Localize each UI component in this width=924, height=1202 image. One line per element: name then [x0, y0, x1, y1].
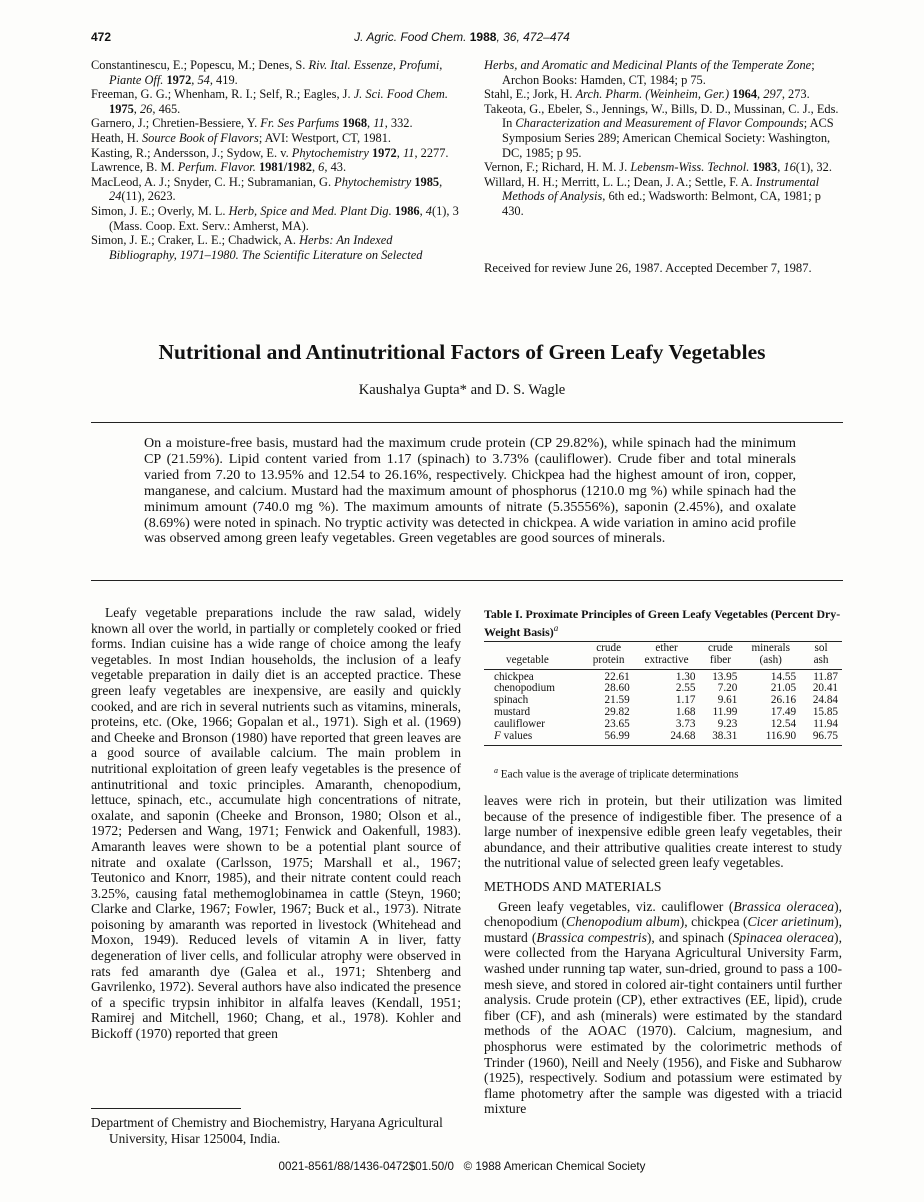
- reference-entry: Constantinescu, E.; Popescu, M.; Denes, S. Riv. Ital. Essenze, Profumi, Piante Off. 1972, 54, 419.: [91, 58, 443, 87]
- table-cell-value: 11.99: [712, 705, 738, 718]
- table-caption-mark: a: [553, 622, 559, 633]
- affiliation-text: Department of Chemistry and Biochemistry, Haryana Agricultural University, Hisar 125004, India.: [91, 1115, 443, 1146]
- table-cell-value: 21.59: [604, 694, 630, 707]
- table-cell-value: 15.85: [812, 705, 838, 718]
- reference-entry: Heath, H. Source Book of Flavors; AVI: Westport, CT, 1981.: [91, 130, 392, 145]
- table-caption-text: Table I. Proximate Principles of Green Leafy Vegetables (Percent Dry-Weight Basis): [484, 607, 841, 639]
- table-cell-value: 7.20: [717, 682, 738, 695]
- reference-entry: Lawrence, B. M. Perfum. Flavor. 1981/1982, 6, 43.: [91, 160, 347, 175]
- table-cell-value: 14.55: [770, 670, 797, 683]
- table-cell-value: 1.30: [675, 670, 696, 683]
- footer-copyright: © 1988 American Chemical Society: [463, 1160, 646, 1173]
- continued-paragraph: leaves were rich in protein, but their utilization was limited because of the presence of indigestible fiber. The presence of a large number of inexpensive edible green leafy vegetables, their abundance, and their attributive qualities create interest to study the nutritional value of selected green leafy vegetables.: [484, 793, 842, 871]
- reference-entry: Herbs, and Aromatic and Medicinal Plants of the Temperate Zone; Archon Books: Hamden, CT, 1984; p 75.: [484, 58, 815, 87]
- reference-entry: Kasting, R.; Andersson, J.; Sydow, E. v. Phytochemistry 1972, 11, 2277.: [91, 145, 449, 160]
- table-header-bottom: ash: [813, 653, 829, 666]
- table-cell-value: 23.65: [604, 717, 630, 730]
- table-header-top: ether: [655, 642, 678, 654]
- abstract: On a moisture-free basis, mustard had the maximum crude protein (CP 29.82%), while spinach had the minimum CP (21.59%). Lipid content varied from 1.17 (spinach) to 3.73% (cauliflower). Crude fiber and total minerals varied from 7.20 to 13.95% and 12.54 to 26.16%, respectively. Chickpea had the highest amount of iron, copper, manganese, and calcium. Mustard had the maximum amount of phosphorus (1210.0 mg %) while spinach had the minimum amount (740.0 mg %). The maximum amounts of nitrate (5.35556%), saponin (2.45%), and oxalate (8.69%) were noted in spinach. No tryptic activity was detected in chickpea. A wide variation in amino acid profile was observed among green leafy vegetables. Green vegetables are good sources of minerals.: [144, 435, 796, 547]
- table-cell-value: 2.55: [675, 682, 696, 695]
- reference-entry: Simon, J. E.; Craker, L. E.; Chadwick, A. Herbs: An Indexed Bibliography, 1971–1980. The Scientific Literature on Selected: [91, 233, 423, 262]
- abstract-top-rule: [91, 422, 843, 423]
- table-cell-value: 29.82: [604, 705, 630, 718]
- reference-entry: Vernon, F.; Richard, H. M. J. Lebensm-Wiss. Technol. 1983, 16(1), 32.: [484, 160, 832, 175]
- table-cell-vegetable: F values: [494, 729, 533, 742]
- table-cell-value: 17.49: [770, 705, 797, 718]
- table-cell-value: 1.68: [675, 705, 696, 718]
- table-footnote-mark: a: [494, 766, 498, 775]
- reference-entry: Simon, J. E.; Overly, M. L. Herb, Spice and Med. Plant Dig. 1986, 4(1), 3 (Mass. Coop. Ext. Serv.: Amherst, MA).: [91, 203, 459, 233]
- table-cell-value: 12.54: [770, 717, 797, 730]
- references-left-column: [91, 58, 461, 262]
- article-title: Nutritional and Antinutritional Factors of Green Leafy Vegetables: [158, 340, 766, 364]
- reference-entry: Freeman, G. G.; Whenham, R. I.; Self, R.; Eagles, J. J. Sci. Food Chem. 1975, 26, 465.: [91, 87, 448, 116]
- methods-paragraph: Green leafy vegetables, viz. cauliflower (Brassica oleracea), chenopodium (Chenopodium album), chickpea (Cicer arietinum), mustard (Brassica compestris), and spinach (Spinacea oleracea), were collected from the Haryana Agricultural University Farm, washed under running tap water, sun-dried, ground to pass a 100-mesh sieve, and stored in colored air-tight containers until further analysis. Crude protein (CP), ether extractives (EE, lipid), crude fiber (CF), and ash (minerals) were estimated by the standard methods of the AOAC (1970). Calcium, magnesium, and phosphorus were estimated by the colorimetric methods of Trinder (1960), Neill and Neely (1956), and Fiske and Subharow (1925), respectively. Sodium and potassium were estimated by flame photometry after the sample was digested with a triacid mixture: [484, 898, 842, 1117]
- table-cell-value: 28.60: [604, 682, 630, 695]
- table-cell-value: 3.73: [675, 717, 696, 730]
- reference-entry: Garnero, J.; Chretien-Bessiere, Y. Fr. Ses Parfums 1968, 11, 332.: [91, 116, 413, 131]
- table-row: [484, 731, 842, 743]
- table-header-bottom: (ash): [759, 653, 782, 666]
- table-cell-value: 22.61: [604, 670, 630, 683]
- table-footnote: [494, 766, 738, 781]
- received-date: Received for review June 26, 1987. Accepted December 7, 1987.: [484, 261, 812, 275]
- reference-entry: Willard, H. H.; Merritt, L. L.; Dean, J. A.; Settle, F. A. Instrumental Methods of Analysis, 6th ed.; Wadsworth: Belmont, CA, 1981; p 430.: [484, 174, 821, 218]
- table-header-top: crude: [707, 642, 733, 654]
- table-cell-vegetable: spinach: [494, 694, 529, 707]
- methods-column: [484, 793, 842, 1117]
- table-cell-value: 21.05: [770, 682, 797, 695]
- table-header-bottom: vegetable: [506, 653, 549, 666]
- abstract-bottom-rule: [91, 580, 843, 581]
- intro-paragraph: Leafy vegetable preparations include the raw salad, widely known all over the world, in partially or completely cooked or fried forms. Indian cuisine has a wide range of choice among the leafy vegetables. In most Indian households, the inclusion of a leafy vegetable preparation in daily diet is an accepted practice. These green leafy vegetables are inexpensive, are easily and quickly cooked, and are rich in several nutrients such as vitamins, minerals, proteins, etc. (Oke, 1966; Gopalan et al., 1971). Sigh et al. (1969) and Cheeke and Bronson (1980) have reported that green leaves are a good source of available calcium. The main problem in nutritional exploitation of green leafy vegetables is the presence of antinutritional and toxic principles. Amaranth, chenopodium, lettuce, spinach, etc., accumulate high concentrations of nitrate, oxalate, and saponin (Cheeke and Bronson, 1980; Olson et al., 1972; Pedersen and Wang, 1971; Fenwick and Oakenfull, 1983). Amaranth leaves were shown to be a potential plant source of nitrate and oxalate (Carlsson, 1975; Marshall et al., 1967; Teutonico and Knorr, 1985), and their nitrate content could reach 3.25%, causing fatal methemoglobinamea in cattle (Steyn, 1960; Clarke and Clarke, 1967; Fowler, 1967; Buck et al., 1973). Nitrate poisoning by amaranth was reported in livestock (Whitehead and Moxon, 1949). Reduced levels of vitamin A in liver, fatty degeneration of liver cells, and follicular atrophy were observed in rats fed amaranth dye (Galea et al., 1971; Shtenberg and Gavrilenko, 1972). Several authors have also indicated the presence of a specific trypsin inhibitor in alfalfa leaves (Kendall, 1951; Ramirej and Mitchell, 1960; Chang, et al., 1978). Kohler and Bickoff (1970) reported that green: [91, 605, 461, 1042]
- table-header-top: minerals: [751, 642, 790, 654]
- table-cell-vegetable: chickpea: [494, 670, 534, 683]
- journal-name: J. Agric. Food Chem.: [354, 30, 467, 44]
- table-1: [484, 643, 842, 746]
- table-cell-value: 9.23: [717, 717, 738, 730]
- journal-year: 1988: [469, 30, 497, 44]
- table-cell-value: 13.95: [712, 670, 738, 683]
- section-heading-methods: METHODS AND MATERIALS: [484, 878, 662, 894]
- table-cell-value: 26.16: [770, 694, 797, 707]
- journal-header: [0, 30, 924, 44]
- page-footer: [0, 1160, 924, 1173]
- table-header-top: crude: [596, 642, 622, 654]
- table-footnote-text: Each value is the average of triplicate determinations: [500, 768, 739, 781]
- footer-code: 0021-8561/88/1436-0472$01.50/0: [278, 1160, 454, 1173]
- table-cell-value: 56.99: [604, 729, 630, 742]
- table-cell-value: 20.41: [812, 682, 838, 695]
- table-cell-value: 24.68: [670, 729, 696, 742]
- table-caption: [484, 608, 842, 639]
- table-header-bottom: extractive: [644, 653, 689, 666]
- table-row: [484, 707, 842, 719]
- table-cell-value: 38.31: [712, 729, 738, 742]
- table-cell-value: 11.94: [813, 717, 838, 730]
- table-cell-value: 1.17: [675, 694, 696, 707]
- proximate-table: [484, 643, 842, 746]
- table-cell-value: 116.90: [765, 729, 797, 742]
- table-cell-value: 24.84: [812, 694, 838, 707]
- table-header-bottom: protein: [592, 653, 625, 666]
- reference-entry: Stahl, E.; Jork, H. Arch. Pharm. (Weinheim, Ger.) 1964, 297, 273.: [484, 87, 810, 102]
- table-cell-value: 96.75: [812, 729, 838, 742]
- table-cell-vegetable: mustard: [494, 705, 531, 718]
- reference-entry: Takeota, G., Ebeler, S., Jennings, W., Bills, D. D., Mussinan, C. J., Eds. In Characterization and Measurement of Flavor Compounds; ACS Symposium Series 289; American Chemical Society: Washington, DC, 1985; p 95.: [484, 101, 839, 160]
- table-cell-vegetable: chenopodium: [494, 682, 555, 695]
- intro-column: [91, 605, 461, 1042]
- page-number: 472: [91, 30, 112, 44]
- reference-entry: MacLeod, A. J.; Snyder, C. H.; Subramanian, G. Phytochemistry 1985, 24(11), 2623.: [91, 174, 443, 204]
- references-right-column: [484, 58, 842, 219]
- table-cell-vegetable: cauliflower: [494, 717, 545, 730]
- journal-volume-pages: , 36, 472–474: [496, 30, 570, 44]
- table-header-bottom: fiber: [709, 653, 731, 666]
- affiliation: [91, 1115, 461, 1146]
- footnote-rule: [91, 1108, 241, 1109]
- table-cell-value: 9.61: [717, 694, 738, 707]
- article-authors: Kaushalya Gupta* and D. S. Wagle: [358, 382, 566, 398]
- table-row: [484, 719, 842, 731]
- table-header-top: sol: [814, 642, 828, 654]
- table-bottom-rule: [484, 742, 842, 746]
- table-cell-value: 11.87: [813, 670, 838, 683]
